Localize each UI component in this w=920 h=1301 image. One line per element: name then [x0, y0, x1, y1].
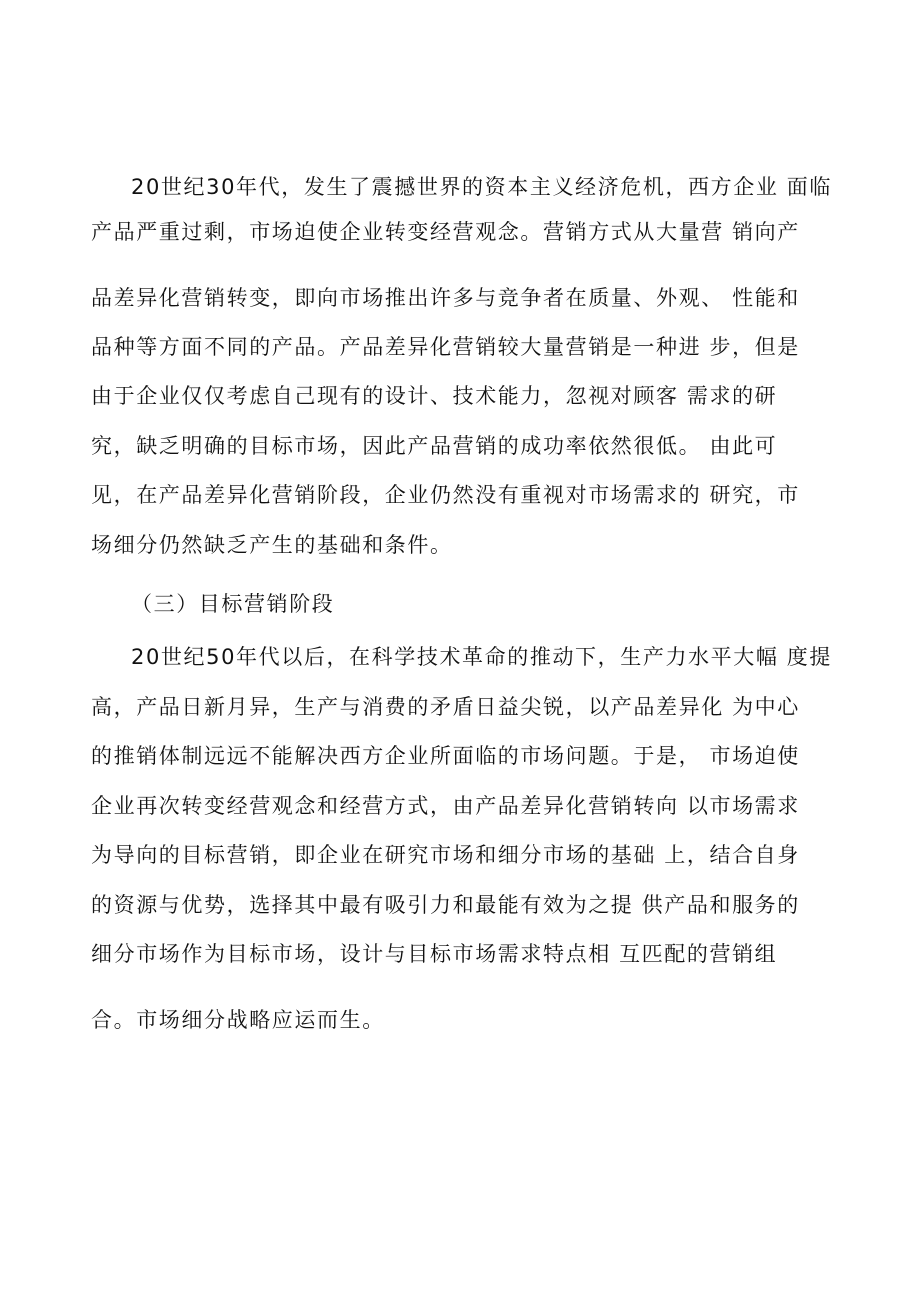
paragraph-line: 为导向的目标营销，即企业在研究市场和细分市场的基础 上，结合自身 [91, 843, 800, 867]
paragraph-line: 细分市场作为目标市场，设计与目标市场需求特点相 互匹配的营销组 [91, 942, 778, 966]
paragraph-line: 20世纪30年代，发生了震撼世界的资本主义经济危机，西方企业 面临 [131, 175, 832, 199]
section-heading: （三）目标营销阶段 [131, 592, 335, 616]
paragraph-line: 企业再次转变经营观念和经营方式，由产品差异化营销转向 以市场需求 [91, 794, 800, 818]
paragraph-line: 20世纪50年代以后，在科学技术革命的推动下，生产力水平大幅 度提 [131, 645, 832, 669]
paragraph-line: 场细分仍然缺乏产生的基础和条件。 [91, 533, 453, 557]
paragraph-line: 见，在产品差异化营销阶段，企业仍然没有重视对市场需求的 研究，市 [91, 483, 800, 507]
paragraph-line: 品种等方面不同的产品。产品差异化营销较大量营销是一种进 步，但是 [91, 335, 800, 359]
paragraph-line: 品差异化营销转变，即向市场推出许多与竞争者在质量、外观、 性能和 [91, 286, 800, 310]
paragraph-line: 的资源与优势，选择其中最有吸引力和最能有效为之提 供产品和服务的 [91, 893, 800, 917]
paragraph-line: 究，缺乏明确的目标市场，因此产品营销的成功率依然很低。 由此可 [91, 434, 778, 458]
paragraph-line: 的推销体制远远不能解决西方企业所面临的市场问题。于是， 市场迫使 [91, 744, 800, 768]
paragraph-line: 高，产品日新月异，生产与消费的矛盾日益尖锐，以产品差异化 为中心 [91, 695, 800, 719]
paragraph-line: 产品严重过剩，市场迫使企业转变经营观念。营销方式从大量营 销向产 [91, 220, 800, 244]
paragraph-line: 由于企业仅仅考虑自己现有的设计、技术能力，忽视对顾客 需求的研 [91, 384, 778, 408]
paragraph-line: 合。市场细分战略应运而生。 [91, 1008, 385, 1032]
